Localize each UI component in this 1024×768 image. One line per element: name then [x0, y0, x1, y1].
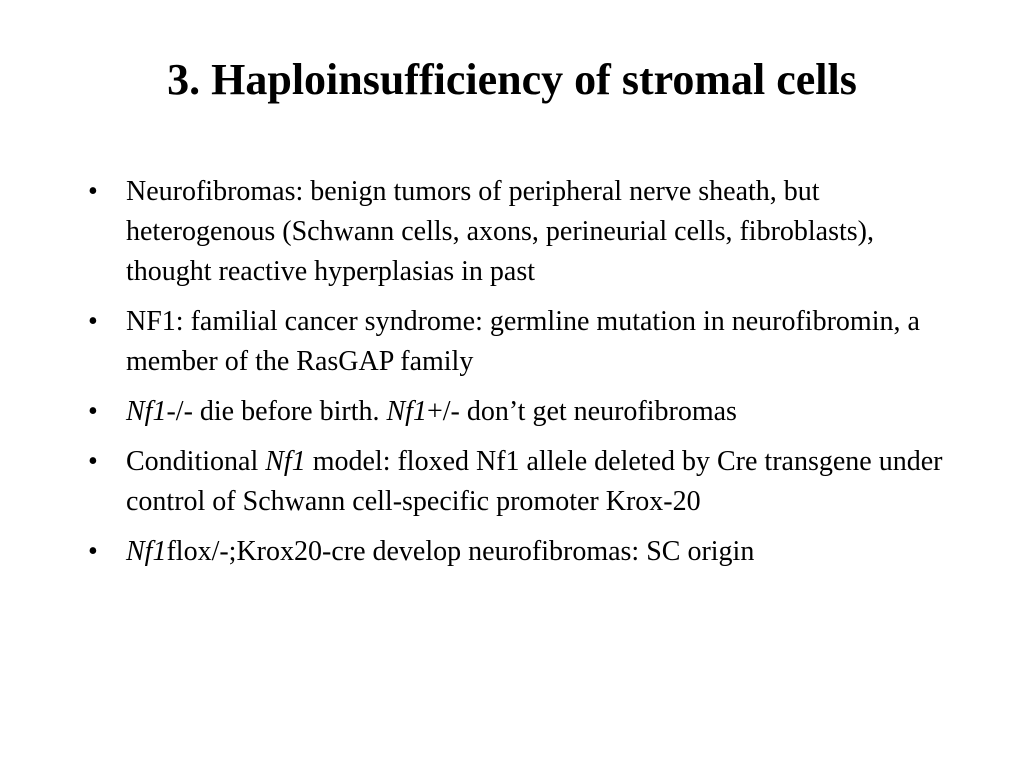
bullet-item [88, 532, 958, 572]
gene-name-italic: Nf1 [265, 446, 306, 477]
bullet-text: NF1: familial cancer syndrome: germline mutation in neurofibromin, a member of the RasGAP family [126, 306, 920, 377]
bullet-marker: • [88, 176, 98, 207]
bullet-text: Conditional [126, 446, 266, 477]
gene-name-italic: Nf1 [126, 396, 167, 427]
slide-title: 3. Haploinsufficiency of stromal cells [167, 55, 857, 104]
bullet-text: Neurofibromas: benign tumors of peripheral nerve sheath, but heterogenous (Schwann cells, axons, perineurial cells, fibroblasts), thought reactive hyperplasias in past [126, 176, 875, 287]
bullet-text: model: floxed Nf1 allele deleted by Cre transgene under control of Schwann cell-specific promoter Krox-20 [126, 446, 943, 517]
bullet-marker: • [88, 536, 98, 567]
bullet-item [88, 392, 958, 432]
gene-name-italic: Nf1 [386, 396, 427, 427]
bullet-item [88, 172, 958, 292]
bullet-item [88, 302, 958, 382]
bullet-marker: • [88, 306, 98, 337]
bullet-list [88, 172, 958, 582]
bullet-item [88, 442, 958, 522]
bullet-marker: • [88, 396, 98, 427]
bullet-text: flox/-;Krox20-cre develop neurofibromas: SC origin [166, 536, 755, 567]
bullet-text: -/- die before birth. [166, 396, 387, 427]
bullet-marker: • [88, 446, 98, 477]
bullet-text: +/- don’t get neurofibromas [426, 396, 737, 427]
gene-name-italic: Nf1 [126, 536, 167, 567]
